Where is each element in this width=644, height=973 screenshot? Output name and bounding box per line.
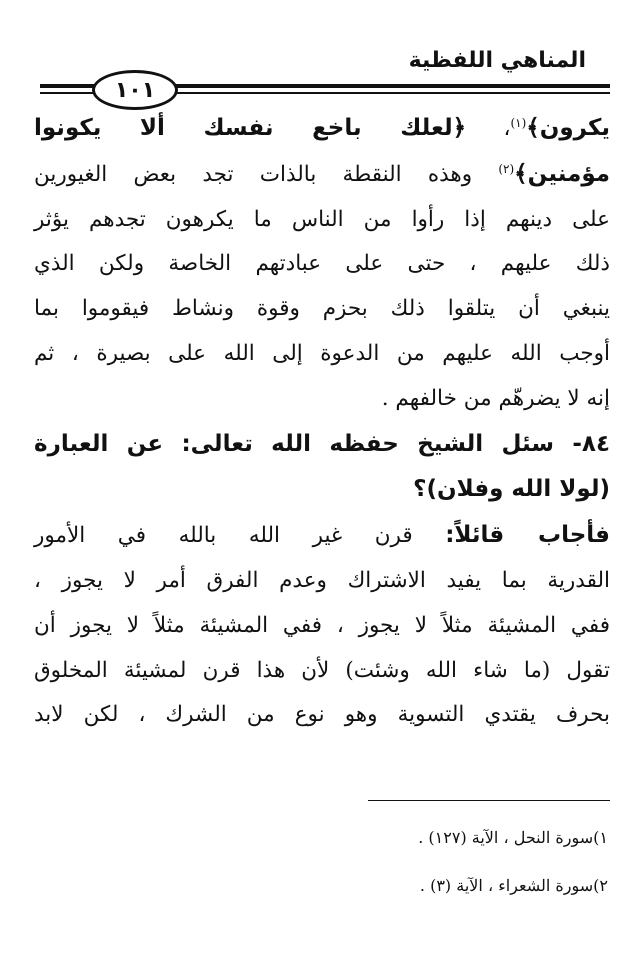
text-line [34, 649, 610, 694]
text-line [34, 198, 610, 243]
text-run: ، [466, 116, 511, 141]
page-number-badge: ١٠١ [92, 70, 178, 110]
text-line [34, 377, 610, 422]
text-run: فأجاب قائلاً: [445, 522, 610, 549]
footnote-2: ٢)سورة الشعراء ، الآية (٣) . [419, 876, 608, 895]
text-line [34, 513, 610, 559]
text-run: على دينهم إذا رأوا من الناس ما يكرهون تجدهم يؤثر [34, 206, 610, 232]
text-run: ٨٤- سئل الشيخ حفظه الله تعالى: عن العبارة [34, 430, 610, 457]
text-run: إنه لا يضرهّم من خالفهم . [381, 385, 610, 411]
footnote-divider [368, 800, 610, 801]
text-run: ذلك عليهم ، حتى على عبادتهم الخاصة ولكن الذي [34, 251, 610, 277]
footnote-1: ١)سورة النحل ، الآية (١٢٧) . [418, 828, 608, 847]
text-run: يكرون﴾ [526, 115, 610, 141]
text-line [34, 467, 610, 513]
text-run: ينبغي أن يتلقوا ذلك بحزم وقوة ونشاط فيقوموا بما [34, 296, 610, 322]
text-line [34, 559, 610, 604]
text-line [34, 242, 610, 287]
text-line [34, 106, 610, 152]
text-run: ففي المشيئة مثلاً لا يجوز ، ففي المشيئة مثلاً لا يجوز أن [34, 612, 610, 638]
text-line [34, 693, 610, 738]
text-run: ﴿لعلك باخع نفسك ألا يكونوا [34, 115, 467, 141]
text-run: القدرية بما يفيد الاشتراك وعدم الفرق أمر لا يجوز ، [34, 567, 610, 593]
text-run: بحرف يقتدي التسوية وهو نوع من الشرك ، لكن لابد [34, 702, 610, 728]
text-line [34, 287, 610, 332]
text-run: أوجب الله عليهم من الدعوة إلى الله على بصيرة ، ثم [34, 340, 610, 366]
text-line [34, 422, 610, 468]
text-line [34, 332, 610, 377]
body-text [34, 106, 610, 738]
footnote-ref: (٢) [498, 161, 515, 176]
text-line [34, 152, 610, 198]
text-line [34, 604, 610, 649]
text-run: وهذه النقطة بالذات تجد بعض الغيورين [34, 161, 499, 187]
text-run: تقول (ما شاء الله وشئت) لأن هذا قرن لمشيئة المخلوق [34, 657, 610, 683]
text-run: مؤمنين﴾ [514, 160, 610, 187]
text-run: (لولا الله وفلان)؟ [413, 476, 610, 503]
footnote-ref: (١) [510, 115, 527, 130]
text-run: قرن غير الله بالله في الأمور [34, 523, 446, 549]
running-header-title: المناهي اللفظية [408, 48, 586, 73]
